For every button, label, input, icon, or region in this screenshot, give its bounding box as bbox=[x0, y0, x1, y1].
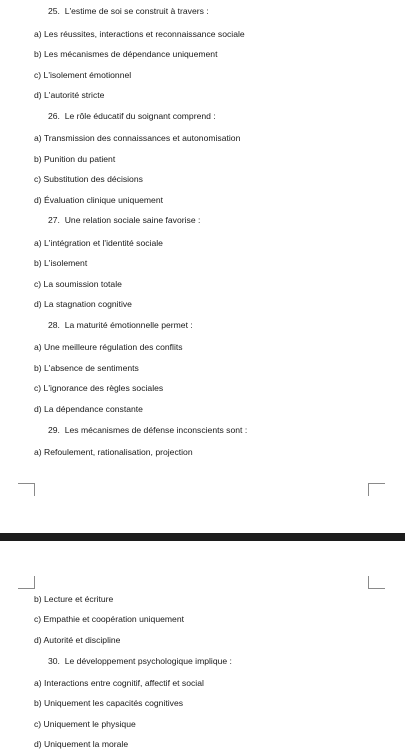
option-26b: b) Punition du patient bbox=[34, 154, 116, 164]
option-28a: a) Une meilleure régulation des conflits bbox=[34, 342, 183, 352]
option-27a: a) L'intégration et l'identité sociale bbox=[34, 238, 163, 248]
question-29: 29. Les mécanismes de défense inconscients sont : bbox=[48, 425, 248, 435]
option-27d: d) La stagnation cognitive bbox=[34, 299, 132, 309]
crop-mark-bottom-left bbox=[18, 576, 35, 589]
question-25: 25. L'estime de soi se construit à travers : bbox=[48, 6, 209, 16]
question-26: 26. Le rôle éducatif du soignant comprend : bbox=[48, 111, 216, 121]
option-26d: d) Évaluation clinique uniquement bbox=[34, 195, 163, 205]
question-30: 30. Le développement psychologique implique : bbox=[48, 656, 232, 666]
option-29c: c) Empathie et coopération uniquement bbox=[34, 614, 185, 624]
option-30c: c) Uniquement le physique bbox=[34, 719, 136, 729]
document-page-bottom bbox=[0, 541, 405, 751]
crop-mark-top-left bbox=[18, 483, 35, 496]
crop-mark-top-right bbox=[368, 483, 385, 496]
option-29a: a) Refoulement, rationalisation, projection bbox=[34, 447, 193, 457]
option-28c: c) L'ignorance des règles sociales bbox=[34, 383, 164, 393]
option-28d: d) La dépendance constante bbox=[34, 404, 143, 414]
option-26a: a) Transmission des connaissances et autonomisation bbox=[34, 133, 241, 143]
option-25d: d) L'autorité stricte bbox=[34, 90, 105, 100]
option-29d: d) Autorité et discipline bbox=[34, 635, 121, 645]
page-break-band bbox=[0, 533, 405, 541]
option-25a: a) Les réussites, interactions et reconnaissance sociale bbox=[34, 29, 245, 39]
option-30b: b) Uniquement les capacités cognitives bbox=[34, 698, 184, 708]
crop-mark-bottom-right bbox=[368, 576, 385, 589]
option-29b: b) Lecture et écriture bbox=[34, 594, 114, 604]
option-27b: b) L'isolement bbox=[34, 258, 88, 268]
option-30d: d) Uniquement la morale bbox=[34, 739, 129, 749]
option-26c: c) Substitution des décisions bbox=[34, 174, 143, 184]
option-30a: a) Interactions entre cognitif, affectif et social bbox=[34, 678, 204, 688]
option-25c: c) L'isolement émotionnel bbox=[34, 70, 132, 80]
option-25b: b) Les mécanismes de dépendance uniquement bbox=[34, 49, 218, 59]
option-27c: c) La soumission totale bbox=[34, 279, 122, 289]
option-28b: b) L'absence de sentiments bbox=[34, 363, 139, 373]
question-28: 28. La maturité émotionnelle permet : bbox=[48, 320, 193, 330]
question-27: 27. Une relation sociale saine favorise : bbox=[48, 215, 201, 225]
